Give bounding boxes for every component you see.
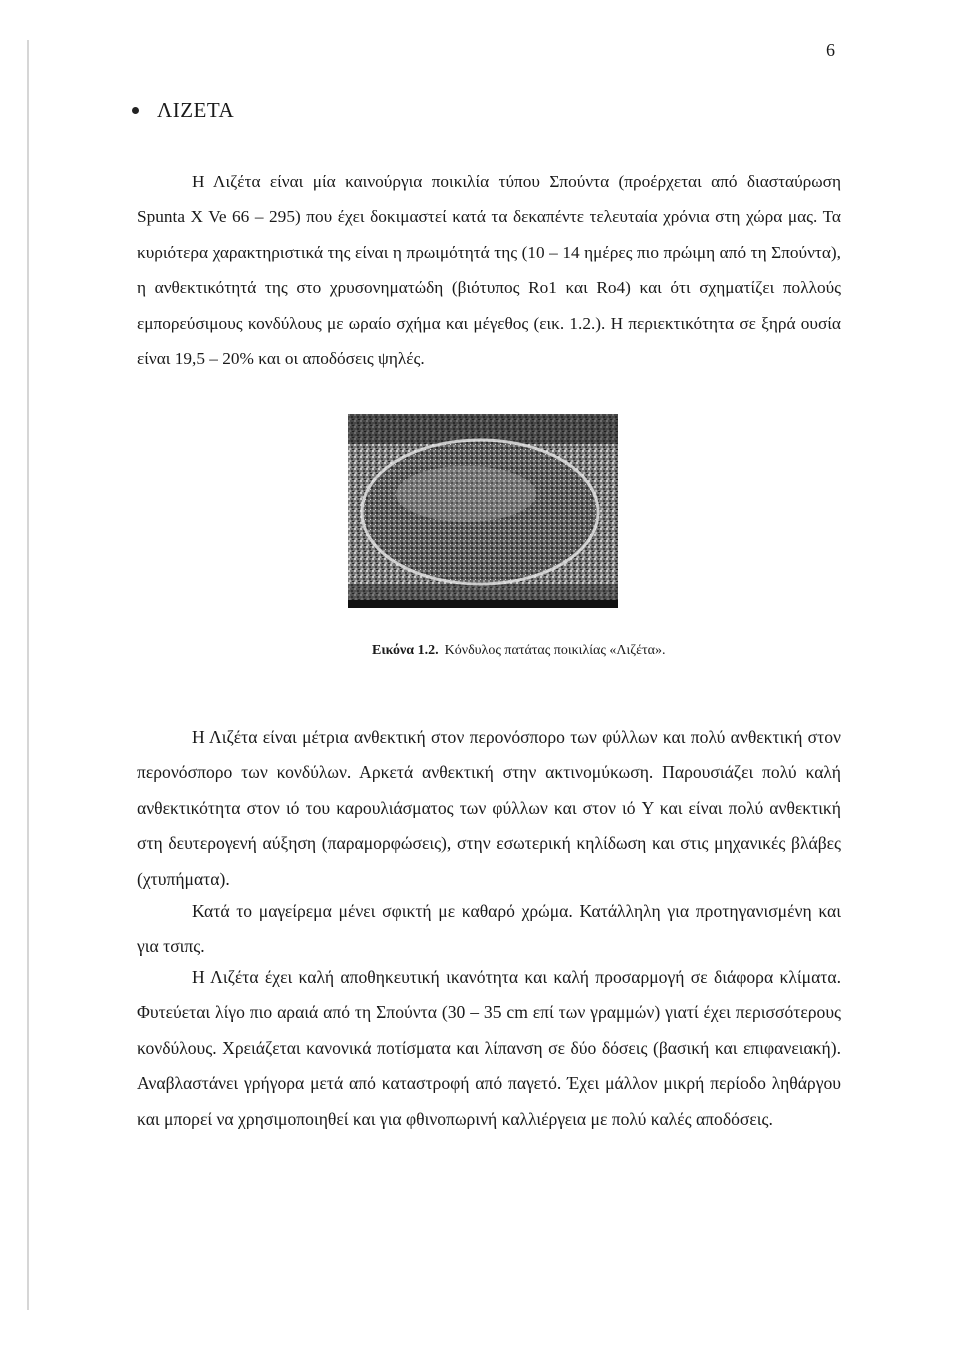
- figure-caption: [372, 643, 665, 659]
- scan-margin-line: [27, 40, 29, 1310]
- figure-label: Εικόνα 1.2.: [372, 643, 439, 658]
- section-heading-text: ΛΙΖΕΤΑ: [157, 98, 235, 122]
- paragraph-resistance: Η Λιζέτα είναι μέτρια ανθεκτική στον περονόσπορο των φύλλων και πολύ ανθεκτική στον περονόσπορο των κονδύλων. Αρκετά ανθεκτική στην ακτινομύκωση. Παρουσιάζει πολύ καλή ανθεκτικότητα στον ιό του καρουλιάσματος των φύλλων και στον ιό Y και είναι πολύ ανθεκτική στη δευτερογενή αύξηση (παραμορφώσεις), στην εσωτερική κηλίδωση και στις μηχανικές βλάβες (χτυπήματα).: [137, 727, 841, 889]
- section-heading: [132, 98, 234, 123]
- paragraph-cultivation: Η Λιζέτα έχει καλή αποθηκευτική ικανότητα και καλή προσαρμογή σε διάφορα κλίματα. Φυτεύεται λίγο πιο αραιά από τη Σπούντα (30 – 35 cm επί των γραμμών) γιατί έχει περισσότερους κονδύλους. Χρειάζεται κανονικά ποτίσματα και λίπανση σε δύο δόσεις (βασική και επιφανειακή). Αναβλαστάνει γρήγορα μετά από καταστροφή από παγετό. Έχει μάλλον μικρή περίοδο ληθάργου και μπορεί να χρησιμοποιηθεί και για φθινοπωρινή καλλιέργεια με πολύ καλές αποδόσεις.: [137, 967, 841, 1129]
- potato-tuber-photo: [348, 414, 618, 608]
- bullet-icon: [132, 107, 139, 114]
- paragraph-cooking: Κατά το μαγείρεμα μένει σφικτή με καθαρό χρώμα. Κατάλληλη για προτηγανισμένη και για τσιπς.: [137, 901, 841, 957]
- paragraph-intro: Η Λιζέτα είναι μία καινούργια ποικιλία τύπου Σπούντα (προέρχεται από διασταύρωση Spunta X Ve 66 – 295) που έχει δοκιμαστεί κατά τα δεκαπέντε τελευταία χρόνια στη χώρα μας. Τα κυριότερα χαρακτηριστικά της είναι η πρωιμότητά της (10 – 14 ημέρες πιο πρώιμη από τη Σπούντα), η ανθεκτικότητά της στο χρυσονηματώδη (βιότυπος Ro1 και Ro4) και ότι σχηματίζει πολλούς εμπορεύσιμους κονδύλους με ωραίο σχήμα και μέγεθος (εικ. 1.2.). Η περιεκτικότητα σε ξηρά ουσία είναι 19,5 – 20% και οι αποδόσεις ψηλές.: [137, 172, 841, 369]
- figure-caption-text: Κόνδυλος πατάτας ποικιλίας «Λιζέτα».: [444, 643, 666, 658]
- potato-tuber-image: [348, 414, 618, 608]
- page-number: 6: [826, 40, 835, 60]
